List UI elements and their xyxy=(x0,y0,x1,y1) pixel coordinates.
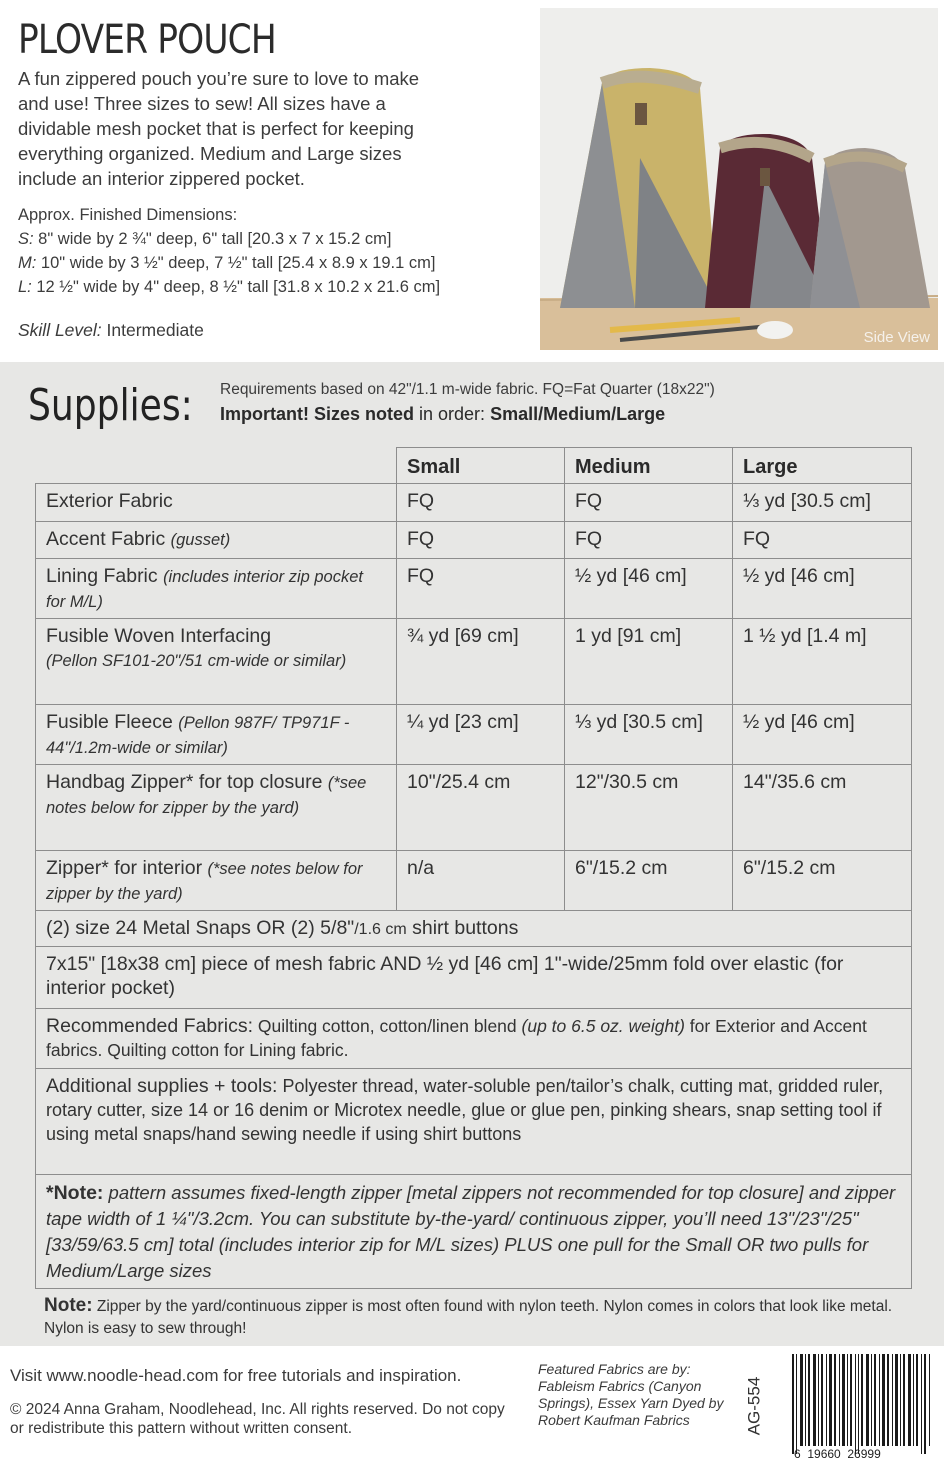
sizes-note-mid: in order: xyxy=(414,404,491,424)
material-name: Zipper* for interior xyxy=(46,857,203,879)
material-name: Fusible Woven Interfacing xyxy=(46,625,272,647)
sizes-note xyxy=(220,404,665,425)
additional-cell xyxy=(36,1069,912,1175)
supplies-table xyxy=(35,447,911,1289)
dims-heading: Approx. Finished Dimensions: xyxy=(18,206,238,224)
cell-medium: ⅓ yd [30.5 cm] xyxy=(565,705,733,765)
table-row xyxy=(36,559,912,619)
cell-large: 1 ½ yd [1.4 m] xyxy=(733,619,912,705)
cell-large: ½ yd [46 cm] xyxy=(733,559,912,619)
intro-line: A fun zippered pouch you’re sure to love to make xyxy=(18,68,420,89)
intro-line: and use! Three sizes to sew! All sizes have a xyxy=(18,93,386,114)
pattern-code xyxy=(745,1376,775,1446)
skill-label: Skill Level: xyxy=(18,320,102,340)
zipper-note-cell xyxy=(36,1175,912,1289)
cell-small: FQ xyxy=(397,522,565,559)
cell-small: n/a xyxy=(397,851,565,911)
dims-row-medium xyxy=(18,251,543,275)
cell-large: 14"/35.6 cm xyxy=(733,765,912,851)
cell-small: ¾ yd [69 cm] xyxy=(397,619,565,705)
snaps-cell xyxy=(36,911,912,947)
corner-cell xyxy=(36,448,397,484)
cell-medium: 1 yd [91 cm] xyxy=(565,619,733,705)
material-name: Fusible Fleece xyxy=(46,711,173,733)
additional-row xyxy=(36,1069,912,1175)
dims-row-small xyxy=(18,227,543,251)
table-row xyxy=(36,765,912,851)
requirements-note: Requirements based on 42"/1.1 m-wide fabric. FQ=Fat Quarter (18x22") xyxy=(220,381,715,398)
copyright-text: © 2024 Anna Graham, Noodlehead, Inc. All rights reserved. Do not copy or redistribute this pattern without written consent. xyxy=(10,1401,505,1437)
material-name: Lining Fabric xyxy=(46,565,158,587)
nylon-note-label: Note: xyxy=(44,1295,93,1316)
sizes-order: Small/Medium/Large xyxy=(490,404,666,424)
cell-small: ¼ yd [23 cm] xyxy=(397,705,565,765)
material-note: (includes interior zip pocket for M/L) xyxy=(46,568,363,611)
header-section xyxy=(0,0,944,360)
row-label xyxy=(36,559,397,619)
size-label: S: xyxy=(18,230,34,248)
photo-caption: Side View xyxy=(863,329,930,346)
material-note: (*see notes below for zipper by the yard) xyxy=(46,860,363,903)
intro-line: dividable mesh pocket that is perfect for keeping xyxy=(18,118,414,139)
zipper-note-label: *Note: xyxy=(46,1182,104,1204)
cell-small: FQ xyxy=(397,484,565,522)
cell-medium: FQ xyxy=(565,522,733,559)
zipper-note-row xyxy=(36,1175,912,1289)
product-photo xyxy=(540,8,938,350)
material-name: Accent Fabric xyxy=(46,528,166,550)
material-note: (Pellon 987F/ TP971F - 44"/1.2m-wide or similar) xyxy=(46,714,350,757)
dimensions-block xyxy=(18,203,543,299)
dims-row-large xyxy=(18,275,543,299)
column-header-medium: Medium xyxy=(565,448,733,484)
pattern-code-text: AG-554 xyxy=(744,1376,764,1436)
material-note: (Pellon SF101-20"/51 cm-wide or similar) xyxy=(46,652,347,670)
skill-level xyxy=(18,320,204,341)
cell-medium: FQ xyxy=(565,484,733,522)
cell-large: ½ yd [46 cm] xyxy=(733,705,912,765)
snaps-row xyxy=(36,911,912,947)
column-header-large: Large xyxy=(733,448,912,484)
pouches-illustration xyxy=(540,8,938,350)
featured-fabrics: Featured Fabrics are by: Fableism Fabrics (Canyon Springs), Essex Yarn Dyed by Robert Kaufman Fabrics xyxy=(538,1361,724,1428)
intro-line: include an interior zippered pocket. xyxy=(18,168,305,189)
supplies-section xyxy=(0,362,944,1346)
recommended-text: Quilting cotton, cotton/linen blend xyxy=(253,1016,522,1036)
recommended-weight: (up to 6.5 oz. weight) xyxy=(521,1016,685,1036)
snaps-metric: /1.6 cm xyxy=(354,921,407,938)
cell-large: FQ xyxy=(733,522,912,559)
table-row xyxy=(36,619,912,705)
table-row xyxy=(36,484,912,522)
barcode xyxy=(788,1352,938,1464)
cell-medium: 12"/30.5 cm xyxy=(565,765,733,851)
material-name: Exterior Fabric xyxy=(46,490,173,512)
additional-label: Additional supplies + tools: xyxy=(46,1075,278,1097)
material-name: Handbag Zipper* for top closure xyxy=(46,771,323,793)
additional-text: Polyester thread, water-soluble pen/tailor’s chalk, cutting mat, gridded ruler, rotary cutter, size 14 or 16 denim or Microtex needle, glue or glue pen, pinking shears, snap setting tool if using metal snaps/hand sewing needle if using shirt buttons xyxy=(46,1076,884,1144)
cell-medium: ½ yd [46 cm] xyxy=(565,559,733,619)
recommended-label: Recommended Fabrics: xyxy=(46,1015,253,1037)
row-label xyxy=(36,705,397,765)
table-header-row xyxy=(36,448,912,484)
size-label: M: xyxy=(18,254,37,272)
nylon-note xyxy=(44,1295,924,1340)
footer xyxy=(0,1346,944,1464)
table-row xyxy=(36,851,912,911)
cell-large: 6"/15.2 cm xyxy=(733,851,912,911)
barcode-digits: 6 19660 26999 xyxy=(794,1447,881,1461)
material-note: (*see notes below for zipper by the yard) xyxy=(46,774,367,817)
skill-value: Intermediate xyxy=(106,320,204,340)
mesh-cell: 7x15" [18x38 cm] piece of mesh fabric AND ½ yd [46 cm] 1"-wide/25mm fold over elastic (for interior pocket) xyxy=(36,947,912,1009)
row-label xyxy=(36,765,397,851)
page-title: PLOVER POUCH xyxy=(18,17,276,63)
row-label xyxy=(36,619,397,705)
cell-large: ⅓ yd [30.5 cm] xyxy=(733,484,912,522)
column-header-small: Small xyxy=(397,448,565,484)
size-label: L: xyxy=(18,278,32,296)
table-row xyxy=(36,705,912,765)
size-dims: 12 ½" wide by 4" deep, 8 ½" tall [31.8 x 10.2 x 21.6 cm] xyxy=(31,278,441,296)
sizes-note-bold: Important! Sizes noted xyxy=(220,404,415,424)
material-note: (gusset) xyxy=(170,531,231,549)
intro-line: everything organized. Medium and Large sizes xyxy=(18,143,402,164)
table-row xyxy=(36,522,912,559)
cell-small: 10"/25.4 cm xyxy=(397,765,565,851)
supplies-title: Supplies: xyxy=(28,380,193,431)
website-text[interactable]: Visit www.noodle-head.com for free tutorials and inspiration. xyxy=(10,1366,462,1385)
cell-medium: 6"/15.2 cm xyxy=(565,851,733,911)
snaps-text: (2) size 24 Metal Snaps OR (2) 5/8" xyxy=(46,917,355,939)
recommended-row xyxy=(36,1009,912,1069)
zipper-note-text: pattern assumes fixed-length zipper [metal zippers not recommended for top closure] and zipper tape width of 1 ¼"/3.2cm. You can substitute by-the-yard/ continuous zipper, you’ll need 13"/23"/25" [33/59/63.5 cm] total (includes interior zip for M/L sizes) PLUS one pull for the Small OR two pulls for Medium/Large sizes xyxy=(46,1182,896,1281)
size-dims: 10" wide by 3 ½" deep, 7 ½" tall [25.4 x 8.9 x 19.1 cm] xyxy=(36,254,436,272)
size-dims: 8" wide by 2 ¾" deep, 6" tall [20.3 x 7 x 15.2 cm] xyxy=(33,230,392,248)
row-label xyxy=(36,851,397,911)
cell-small: FQ xyxy=(397,559,565,619)
row-label xyxy=(36,522,397,559)
row-label xyxy=(36,484,397,522)
snaps-suffix: shirt buttons xyxy=(406,917,519,939)
recommended-text-2: for Exterior and Accent fabrics. Quilting cotton for Lining fabric. xyxy=(46,1016,867,1060)
nylon-note-text: Zipper by the yard/continuous zipper is most often found with nylon teeth. Nylon comes in colors that look like metal. Nylon is easy to sew through! xyxy=(44,1298,893,1337)
mesh-row xyxy=(36,947,912,1009)
intro-text xyxy=(18,66,538,191)
recommended-cell xyxy=(36,1009,912,1069)
